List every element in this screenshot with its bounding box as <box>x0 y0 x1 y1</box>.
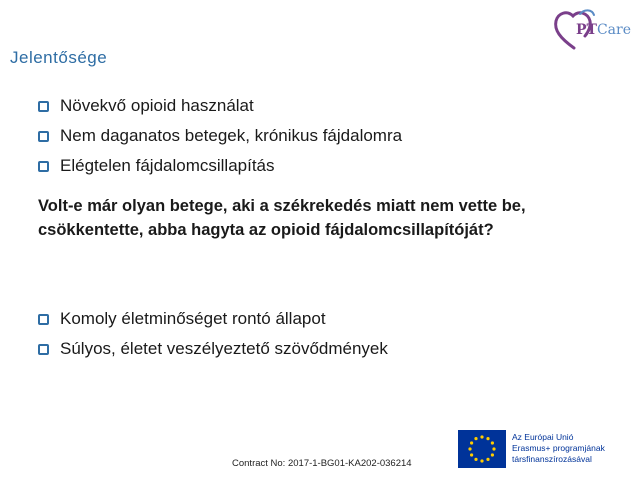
bullet-item <box>38 95 598 125</box>
eu-erasmus-logo <box>458 428 636 472</box>
bullet-item <box>38 308 598 338</box>
bullet-text: Súlyos, életet veszélyeztető szövődmények <box>60 339 388 358</box>
bullet-text: Növekvő opioid használat <box>60 96 254 115</box>
logo-pt: PT <box>576 22 597 38</box>
bullet-list-top <box>38 95 598 185</box>
eu-line: Az Európai Unió <box>512 432 574 442</box>
bullet-text: Nem daganatos betegek, krónikus fájdalomra <box>60 126 403 145</box>
bullet-text: Elégtelen fájdalomcsillapítás <box>60 156 275 175</box>
eu-flag-icon <box>458 430 506 468</box>
slide-title: Jelentősége <box>10 48 108 67</box>
bullet-square-icon <box>38 131 49 142</box>
ptcare-logo <box>552 6 632 52</box>
bullet-square-icon <box>38 101 49 112</box>
bullet-square-icon <box>38 344 49 355</box>
bullet-square-icon <box>38 314 49 325</box>
bullet-square-icon <box>38 161 49 172</box>
eu-line: Erasmus+ programjának <box>512 443 605 453</box>
bullet-item <box>38 155 598 185</box>
logo-care: Care <box>596 22 631 38</box>
bullet-text: Komoly életminőséget rontó állapot <box>60 309 326 328</box>
eu-line: társfinanszírozásával <box>512 454 592 464</box>
eu-funding-text <box>512 432 605 465</box>
bullet-item <box>38 125 598 155</box>
contract-number: Contract No: 2017-1-BG01-KA202-036214 <box>232 458 412 469</box>
bullet-list-bottom <box>38 308 598 368</box>
question-text: Volt-e már olyan betege, aki a székrekedés miatt nem vette be, csökkentette, abba hagyta az opioid fájdalomcsillapítóját? <box>38 197 526 239</box>
logo-text <box>576 22 631 38</box>
bullet-item <box>38 338 598 368</box>
